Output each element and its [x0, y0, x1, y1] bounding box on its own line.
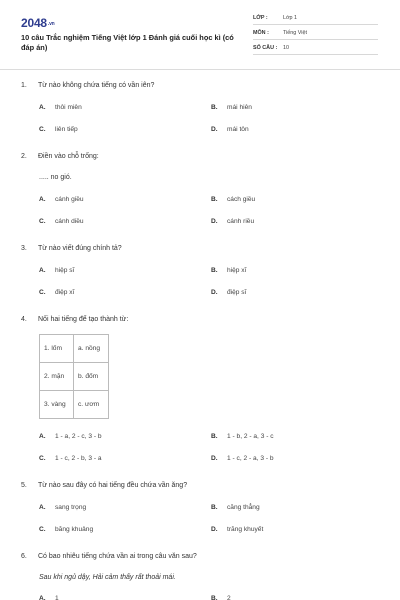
option-1a[interactable]: A. thôi miên [39, 104, 82, 111]
question-2: 2. Điền vào chỗ trống: [21, 153, 99, 160]
site-logo[interactable]: 2048.vn [21, 16, 55, 30]
table-row [40, 335, 109, 363]
option-6b[interactable]: B. 2 [211, 595, 231, 600]
option-3a[interactable]: A. hiệp sĩ [39, 267, 75, 274]
option-6a[interactable]: A. 1 [39, 595, 59, 600]
question-4: 4. Nối hai tiếng để tạo thành từ: [21, 316, 129, 323]
table-cell: b. đốm [74, 363, 109, 391]
document-title: 10 câu Trắc nghiệm Tiếng Việt lớp 1 Đánh giá cuối học kì (có đáp án) [21, 33, 234, 52]
option-3c[interactable]: C. điệp xĩ [39, 289, 75, 296]
option-5c[interactable]: C. băng khuâng [39, 526, 94, 533]
table-cell: c. ươm [74, 391, 109, 419]
meta-label: MÔN : [253, 30, 269, 36]
table-cell: 3. vàng [40, 391, 74, 419]
table-cell: a. nồng [74, 335, 109, 363]
meta-value: 10 [283, 45, 289, 51]
option-2b[interactable]: B. cách giều [211, 196, 256, 203]
meta-value: Lớp 1 [283, 15, 298, 21]
question-6: 6. Có bao nhiêu tiếng chứa vần ai trong câu văn sau? [21, 553, 197, 560]
option-5b[interactable]: B. căng thẳng [211, 504, 260, 511]
option-2a[interactable]: A. cánh giều [39, 196, 84, 203]
table-row [40, 363, 109, 391]
question-1: 1. Từ nào không chứa tiếng có vần iên? [21, 82, 155, 89]
question-5: 5. Từ nào sau đây có hai tiếng đều chứa vần ăng? [21, 482, 188, 489]
option-2c[interactable]: C. cánh diều [39, 218, 84, 225]
meta-label: SỐ CÂU : [253, 45, 278, 51]
meta-grade [253, 14, 378, 25]
meta-subject [253, 29, 378, 40]
question-6-sentence: Sau khi ngủ dậy, Hải cảm thấy rất thoải mái. [39, 574, 176, 581]
option-4c[interactable]: C. 1 - c, 2 - b, 3 - a [39, 455, 102, 462]
table-cell: 2. mặn [40, 363, 74, 391]
option-1b[interactable]: B. mái hiên [211, 104, 252, 111]
document-header [0, 0, 400, 70]
table-cell: 1. lốm [40, 335, 74, 363]
option-5d[interactable]: D. trăng khuyết [211, 526, 264, 533]
meta-question-count [253, 44, 378, 55]
question-3: 3. Từ nào viết đúng chính tả? [21, 245, 122, 252]
option-4b[interactable]: B. 1 - b, 2 - a, 3 - c [211, 433, 274, 440]
option-4a[interactable]: A. 1 - a, 2 - c, 3 - b [39, 433, 102, 440]
matching-table [39, 334, 109, 419]
option-1d[interactable]: D. mái tôn [211, 126, 249, 133]
meta-label: LỚP : [253, 15, 268, 21]
table-row [40, 391, 109, 419]
option-1c[interactable]: C. liên tiếp [39, 126, 78, 133]
option-3b[interactable]: B. hiệp xĩ [211, 267, 247, 274]
header-divider [0, 69, 400, 70]
option-2d[interactable]: D. cánh riều [211, 218, 255, 225]
option-3d[interactable]: D. điệp sĩ [211, 289, 247, 296]
meta-value: Tiếng Việt [283, 30, 307, 36]
option-4d[interactable]: D. 1 - c, 2 - a, 3 - b [211, 455, 274, 462]
option-5a[interactable]: A. sang trọng [39, 504, 87, 511]
question-2-sentence: ..... no gió. [39, 174, 72, 181]
